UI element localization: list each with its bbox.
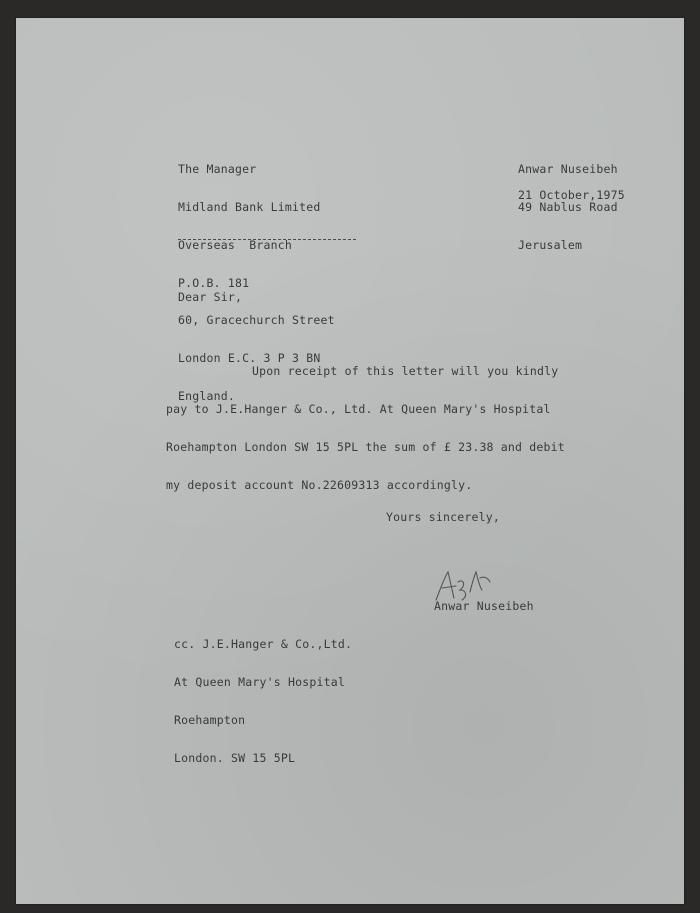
letter-body [166, 340, 565, 516]
letter-date: 21 October,1975 [518, 188, 625, 202]
sender-line: Anwar Nuseibeh [518, 162, 618, 177]
salutation: Dear Sir, [178, 290, 243, 304]
recipient-line: 60, Gracechurch Street [178, 313, 335, 328]
body-line: my deposit account No.22609313 accordingly. [166, 477, 473, 492]
body-line: Upon receipt of this letter will you kindly [252, 364, 559, 379]
body-line: pay to J.E.Hanger & Co., Ltd. At Queen Mary's Hospital [166, 401, 551, 416]
recipient-line: Overseas Branch [178, 237, 292, 252]
sender-line: 49 Nablus Road [518, 199, 618, 214]
recipient-line: Midland Bank Limited [178, 199, 321, 214]
cc-line: cc. J.E.Hanger & Co.,Ltd. [174, 637, 353, 652]
body-line: Roehampton London SW 15 5PL the sum of £ 23.38 and debit [166, 439, 565, 454]
recipient-line: P.O.B. 181 [178, 275, 250, 290]
recipient-line: England. [178, 388, 235, 403]
cc-block [174, 613, 352, 789]
recipient-line: The Manager [178, 162, 257, 177]
signatory-name: Anwar Nuseibeh [434, 599, 534, 613]
closing: Yours sincerely, [386, 510, 500, 524]
address-underline [178, 239, 356, 240]
cc-line: Roehampton [174, 712, 246, 727]
recipient-line: London E.C. 3 P 3 BN [178, 351, 321, 366]
sender-address [518, 138, 618, 277]
cc-line: At Queen Mary's Hospital [174, 674, 345, 689]
cc-line: London. SW 15 5PL [174, 750, 296, 765]
sender-line: Jerusalem [518, 237, 583, 252]
letter-page [16, 18, 684, 904]
